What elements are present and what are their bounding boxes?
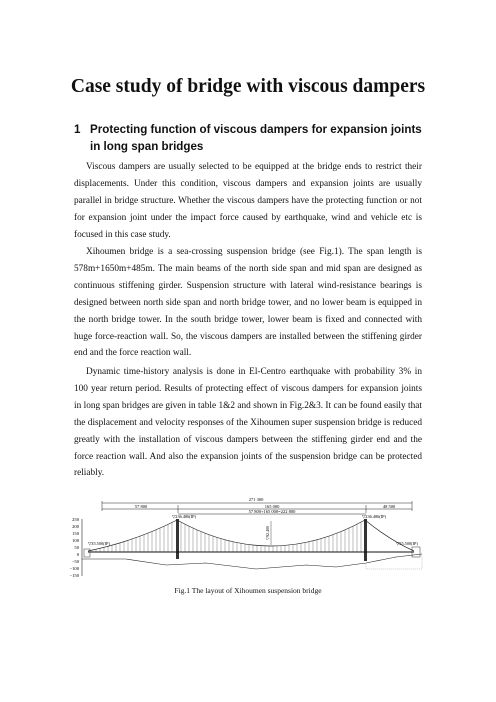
y-tick: 250 <box>72 517 79 522</box>
y-tick: −100 <box>69 566 79 571</box>
south-tower <box>364 519 367 561</box>
north-tower <box>176 519 179 559</box>
seabed-profile <box>82 554 422 569</box>
right-anchor-label: ▽35.500(IP) <box>396 541 418 546</box>
y-tick: 50 <box>74 545 79 550</box>
y-tick: 200 <box>72 524 79 529</box>
total-span-label: 271 300 <box>248 497 264 502</box>
y-axis-ticks <box>70 517 80 578</box>
right-tower-label: ▽236.486(IP) <box>362 514 386 519</box>
right-span-label: 48 500 <box>382 504 396 509</box>
mid-span-label: 165 000 <box>264 504 280 509</box>
paragraph: Xihoumen bridge is a sea-crossing suspension bridge (see Fig.1). The span length is 578m+1650m+485m. The main beams of the north side span and mid span are designed as continuous stiffening girder. Suspension structure with lateral wind-resistance bearings is designed between north side span and north bridge tower, and no lower beam is equipped in the north bridge tower. In the south bridge tower, lower beam is fixed and connected with huge force-reaction wall. So, the viscous dampers are installed between the stiffening girder end and the force reaction wall. <box>74 247 422 359</box>
left-tower-label: ▽236.486(IP) <box>172 514 196 519</box>
section-heading-line2: in long span bridges <box>90 140 204 153</box>
figure-caption: Fig.1 The layout of Xihoumen suspension bridge <box>174 586 322 595</box>
section-heading <box>74 121 434 155</box>
left-side-cable <box>88 520 177 551</box>
paragraph-xihoumen <box>74 244 422 362</box>
north-anchor <box>84 549 90 557</box>
y-tick: −50 <box>71 559 79 564</box>
paragraph: Dynamic time-history analysis is done in El-Centro earthquake with probability 3% in 100 year return period. Results of protecting effect of viscous dampers for expansion joints in long span bridges are given in table 1&2 and shown in Fig.2&3. It can be found easily that the displacement and velocity responses of the Xihoumen super suspension bridge is reduced greatly with the installation of viscous dampers between the stiffening girder end and the force reaction wall. And also the expansion joints of the suspension bridge can be protected reliably. <box>74 367 422 479</box>
section-heading-line1: Protecting function of viscous dampers for expansion joints <box>90 123 422 136</box>
left-span-label: 57 800 <box>134 504 148 509</box>
section-number: 1 <box>74 123 81 136</box>
y-tick: −150 <box>69 573 79 578</box>
paragraph: Viscous dampers are usually selected to be equipped at the bridge ends to restrict their displacements. Under this condition, viscous dampers and expansion joints are usually parallel in bridge structure. Whether the viscous dampers have the protecting function or not for expansion joint under the impact force caused by earthquake, wind and vehicle etc is focused in this case study. <box>74 162 422 240</box>
paragraph-analysis <box>74 364 422 482</box>
y-tick: 0 <box>76 552 79 557</box>
paragraph-intro <box>74 159 422 244</box>
page-title: Case study of bridge with viscous dampers <box>70 76 426 97</box>
mid-label: ▽92.400 <box>265 525 270 541</box>
right-side-cable <box>365 520 414 551</box>
sub-span-label: 57 800+165 000=222 800 <box>248 509 296 514</box>
hangers <box>92 522 361 552</box>
y-tick: 150 <box>72 531 79 536</box>
y-tick: 100 <box>72 538 79 543</box>
left-anchor-label: ▽35.500(IP) <box>88 541 110 546</box>
bridge-layout-figure <box>66 497 426 579</box>
